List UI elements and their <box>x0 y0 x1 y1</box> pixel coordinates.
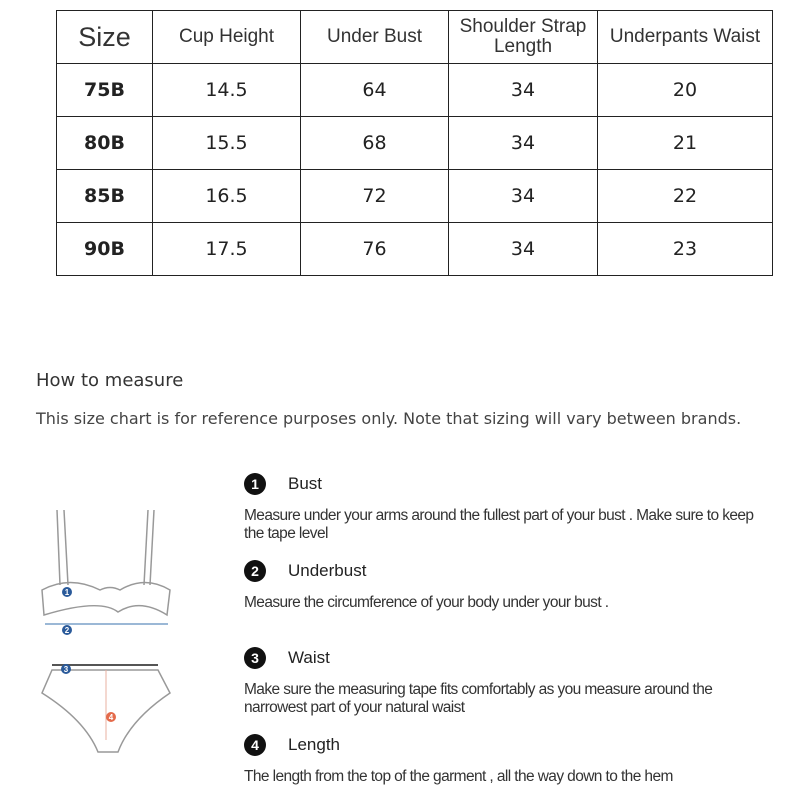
step-title: Underbust <box>288 561 367 580</box>
table-cell: 85B <box>57 170 153 223</box>
table-header-row <box>57 11 773 64</box>
header-size: Size <box>57 11 153 64</box>
step-title: Waist <box>288 648 330 667</box>
table-cell: 34 <box>449 117 598 170</box>
measure-step <box>244 647 774 717</box>
table-row <box>57 117 773 170</box>
measure-step <box>244 560 774 612</box>
table-cell: 21 <box>598 117 773 170</box>
step-description: The length from the top of the garment , all the way down to the hem <box>244 768 673 785</box>
table-row <box>57 64 773 117</box>
step-title: Length <box>288 735 340 754</box>
table-cell: 15.5 <box>153 117 301 170</box>
step-heading <box>244 473 774 495</box>
header-underpants-waist: Underpants Waist <box>598 11 773 64</box>
table-cell: 76 <box>301 223 449 276</box>
step-number-icon: 3 <box>244 647 266 669</box>
table-cell: 34 <box>449 170 598 223</box>
measure-step <box>244 473 774 543</box>
measure-step <box>244 734 774 786</box>
table-cell: 34 <box>449 64 598 117</box>
table-cell: 16.5 <box>153 170 301 223</box>
section-title: How to measure <box>36 370 184 391</box>
marker-4: 4 <box>108 713 114 722</box>
step-heading <box>244 734 774 756</box>
header-cup-height: Cup Height <box>153 11 301 64</box>
step-number-icon: 1 <box>244 473 266 495</box>
table-cell: 20 <box>598 64 773 117</box>
step-number-icon: 4 <box>244 734 266 756</box>
step-number-icon: 2 <box>244 560 266 582</box>
table-cell: 17.5 <box>153 223 301 276</box>
table-row <box>57 170 773 223</box>
header-shoulder-strap: Shoulder Strap Length <box>449 11 598 64</box>
table-cell: 75B <box>57 64 153 117</box>
marker-2: 2 <box>64 626 70 635</box>
table-cell: 68 <box>301 117 449 170</box>
step-heading <box>244 647 774 669</box>
step-heading <box>244 560 774 582</box>
marker-3: 3 <box>63 665 69 674</box>
table-cell: 22 <box>598 170 773 223</box>
header-under-bust: Under Bust <box>301 11 449 64</box>
reference-note: This size chart is for reference purposes only. Note that sizing will vary between brands. <box>36 409 742 428</box>
table-cell: 14.5 <box>153 64 301 117</box>
table-cell: 80B <box>57 117 153 170</box>
table-row <box>57 223 773 276</box>
step-title: Bust <box>288 474 323 493</box>
table-cell: 72 <box>301 170 449 223</box>
size-table <box>56 10 773 276</box>
marker-1: 1 <box>64 588 70 597</box>
step-description: Measure the circumference of your body under your bust . <box>244 594 609 611</box>
step-description: Make sure the measuring tape fits comfortably as you measure around the narrowest part of your natural waist <box>244 681 713 716</box>
step-description: Measure under your arms around the fullest part of your bust . Make sure to keep the tape level <box>244 507 754 542</box>
lingerie-illustration <box>30 490 210 790</box>
table-cell: 34 <box>449 223 598 276</box>
table-cell: 23 <box>598 223 773 276</box>
table-cell: 90B <box>57 223 153 276</box>
table-cell: 64 <box>301 64 449 117</box>
